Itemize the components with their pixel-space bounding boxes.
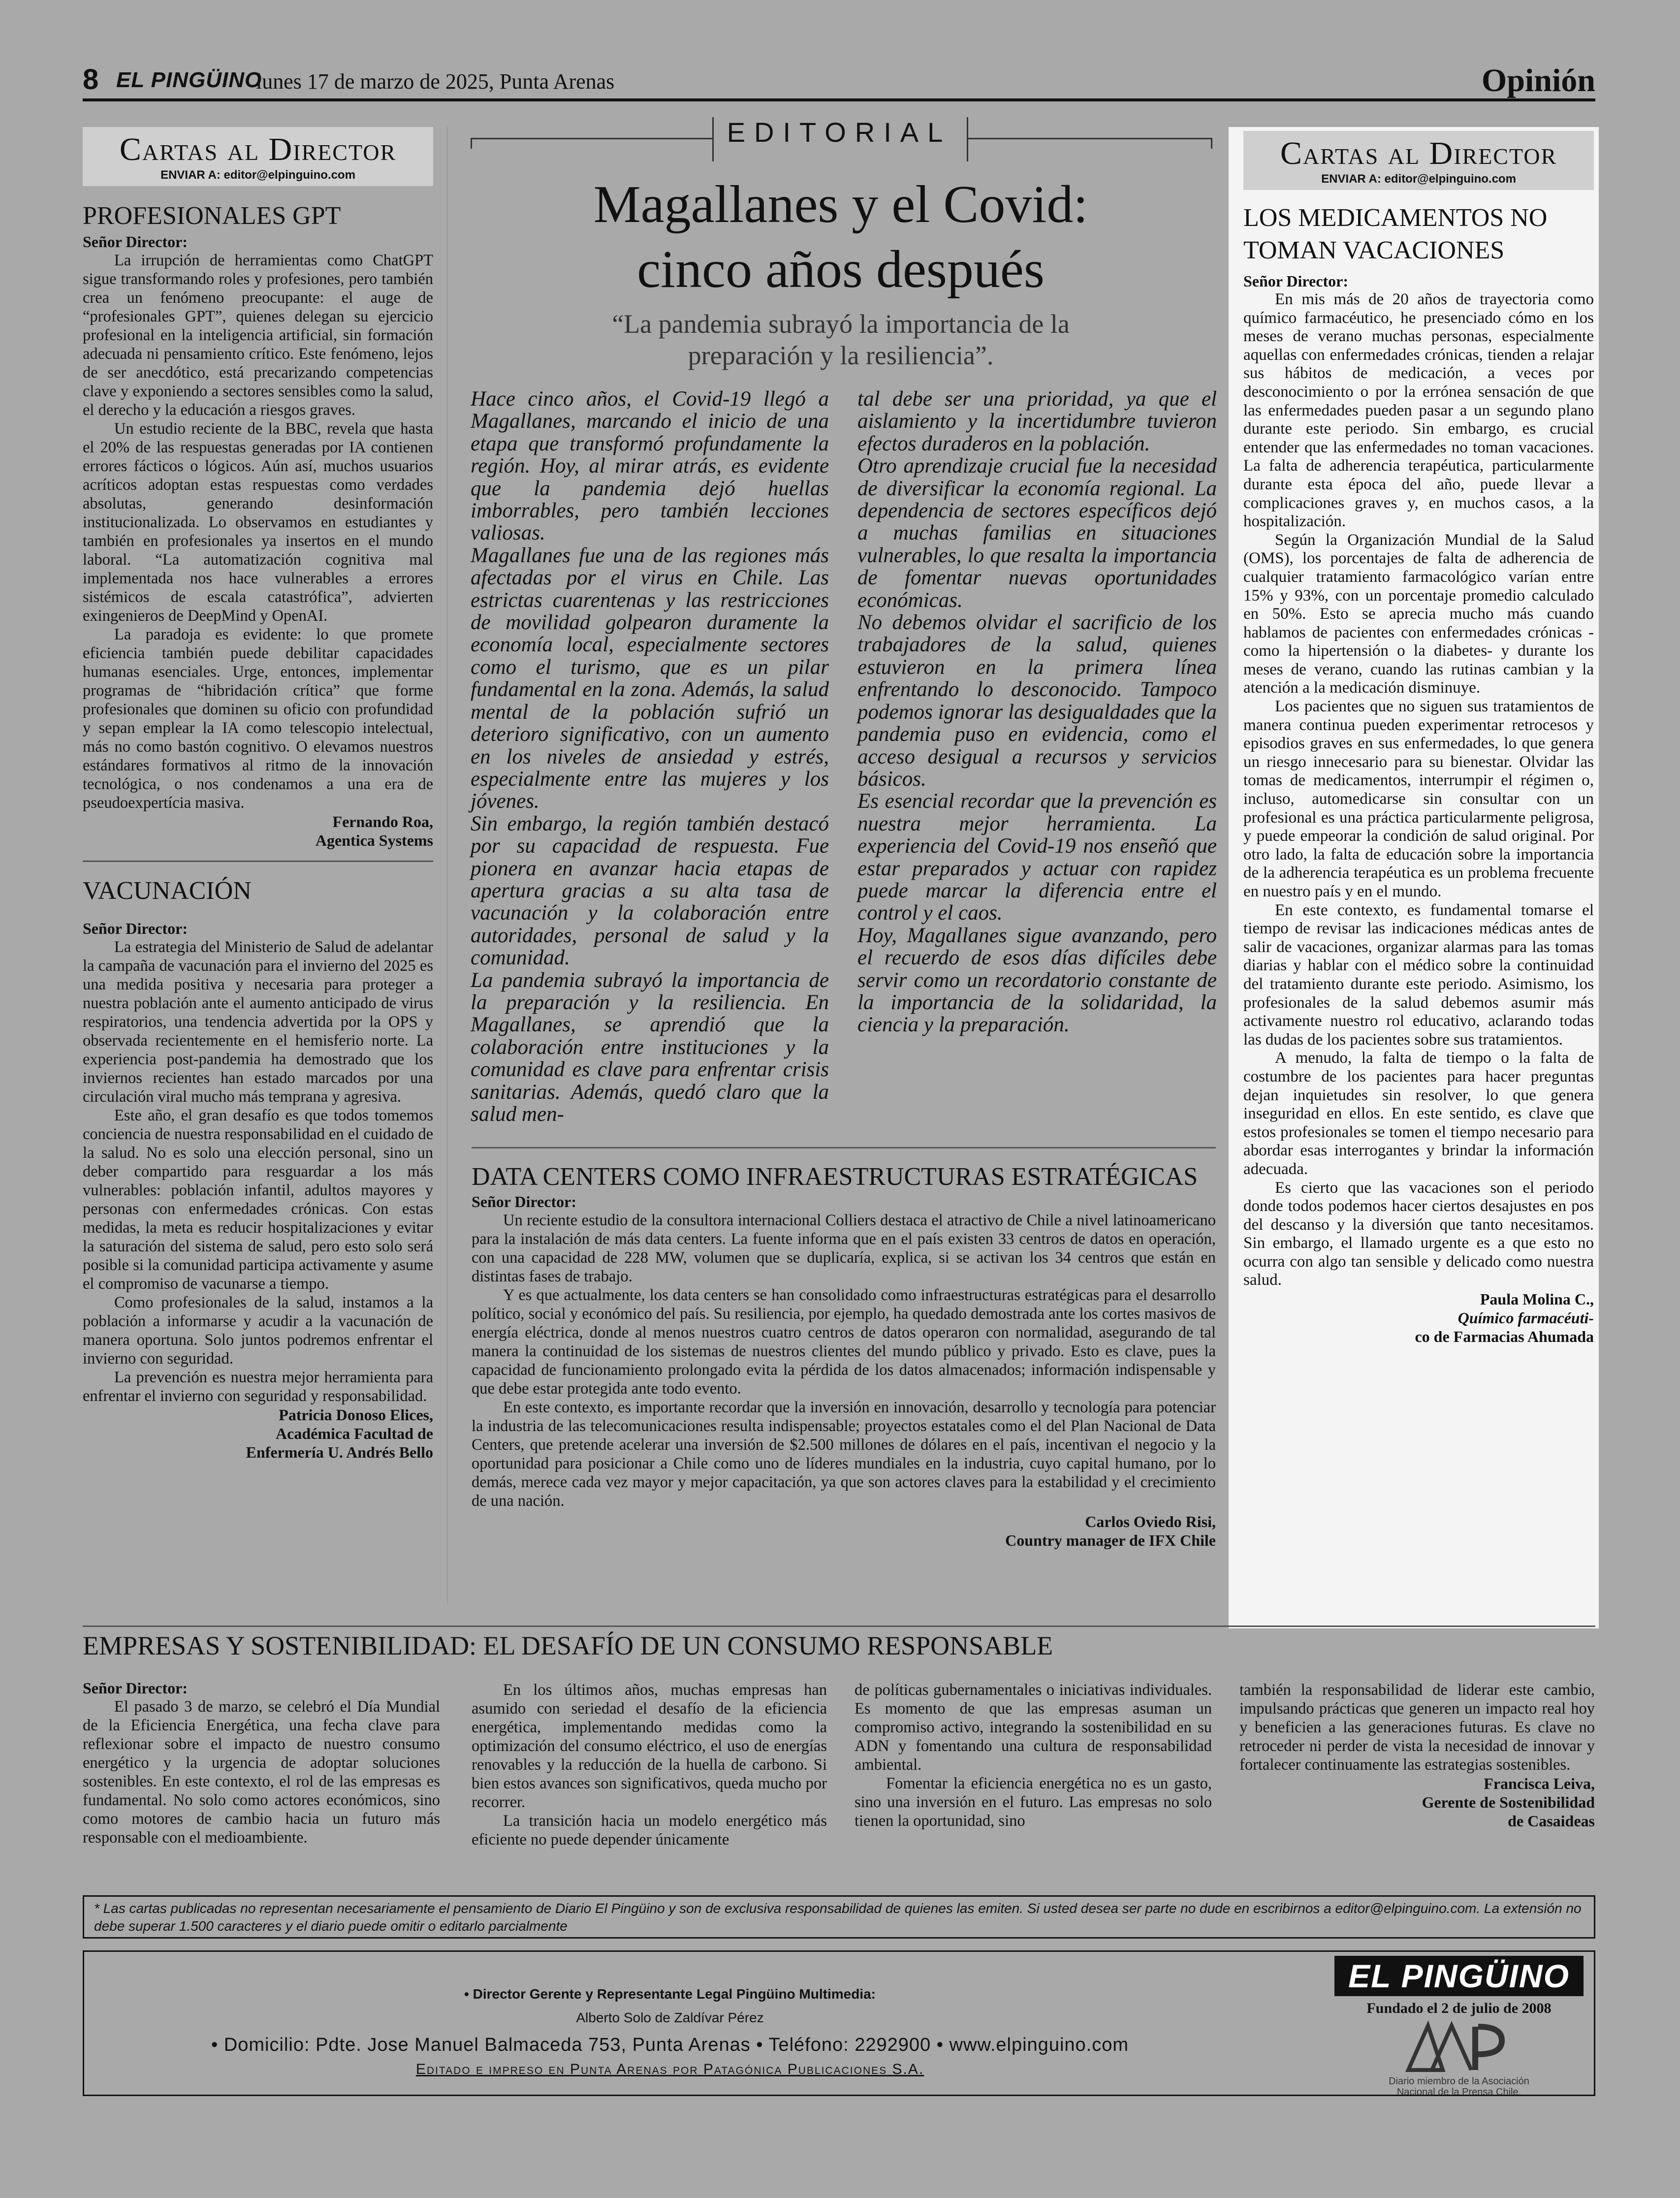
- letter-body: [1243, 290, 1594, 1290]
- paragraph: En este contexto, es fundamental tomarse el tiempo de revisar las indicaciones médicas antes de salir de vacaciones, organizar alarmas para las tomas diarias y hablar con el médico sobre la continuidad del tratamiento durante este periodo. Asimismo, los profesionales de la salud debemos asumir más activamente nuestro rol educativo, aclarando todas las dudas de los pacientes sobre sus tratamientos.: [1243, 901, 1594, 1049]
- title-line: Magallanes y el Covid:: [593, 175, 1088, 234]
- column-rule: [447, 127, 448, 1604]
- paragraph: A menudo, la falta de tiempo o la falta de costumbre de los pacientes para hacer preguntas dejan inquietudes sin resolver, lo que genera inseguridad en ellos. En este sentido, es clave que estos profesionales se tomen el tiempo necesario para abordar esas interrogantes y brindar la información adecuada.: [1243, 1049, 1594, 1178]
- signature-org: Agentica Systems: [315, 831, 433, 849]
- editorial-column-2: [857, 388, 1217, 1036]
- paragraph: tal debe ser una prioridad, ya que el aislamiento y la incertidumbre tuvieron efectos duraderos en la población.: [857, 387, 1217, 455]
- paragraph: Sin embargo, la región también destacó por su capacidad de respuesta. Fue pionera en avanzar hacia etapas de apertura gracias a su alta tasa de vacunación y la colaboración entre autoridades, personal de salud y la comunidad.: [471, 812, 829, 970]
- editorial-line: [472, 138, 714, 139]
- signature-name: Fernando Roa,: [332, 813, 433, 830]
- anp-caption-line: Diario miembro de la Asociación: [1389, 2076, 1529, 2087]
- empresas-column-1: [83, 1679, 440, 1847]
- page-number: 8: [83, 64, 99, 96]
- paragraph: La paradoja es evidente: lo que promete eficiencia también puede debilitar capacidades humanas esenciales. Urge, entonces, implementar programas de “hibridación crítica” que forme profesionales que dominen su oficio con profundidad y sepan emplear la IA como telescopio intelectual, más no como bastón cognitivo. O elevamos nuestros estándares formativos al ritmo de la innovación tecnológica, o nos condenamos a una era de pseudoexpertícia masiva.: [83, 626, 433, 812]
- editorial-title: [472, 172, 1210, 302]
- quote-line: “La pandemia subrayó la importancia de la: [612, 309, 1070, 339]
- paragraph: Un estudio reciente de la BBC, revela que hasta el 20% de las respuestas generadas por IA contienen errores fácticos o lógicos. Aún así, muchos usuarios acríticos adoptan estas respuestas como verdades absolutas, generando desinformación institucionalizada. Lo observamos en estudiantes y también en profesionales ya insertos en el mundo laboral. “La automatización cognitiva mal implementada nos hace vulnerables a errores sistémicos de escala catastrófica”, advierten exingenieros de DeepMind y OpenAI.: [83, 420, 433, 625]
- salutation: Señor Director:: [1243, 272, 1348, 290]
- founded-line: Fundado el 2 de julio de 2008: [1366, 2000, 1552, 2016]
- cartas-email: ENVIAR A: editor@elpinguino.com: [1321, 172, 1516, 186]
- signature-org: Químico farmacéuti-: [1458, 1309, 1594, 1327]
- divider: [83, 1625, 1595, 1627]
- anp-logo: [1334, 2016, 1584, 2075]
- signature-org: Country manager de IFX Chile: [1005, 1531, 1216, 1549]
- empresas-column-3: [855, 1681, 1212, 1830]
- editorial-tick: [471, 138, 472, 149]
- paragraph: Los pacientes que no siguen sus tratamientos de manera continua pueden experimentar retrocesos y episodios graves en sus enfermedades, lo que genera un riesgo innecesario para su bienestar. Olvidar las tomas de medicamentos, interrumpir el régimen o, incluso, automedicarse sin consultar con un profesional es una práctica particularmente peligrosa, y puede empeorar la condición de salud original. Por otro lado, la falta de educación sobre la importancia de la adherencia terapéutica es un problema frecuente en nuestro país y en el mundo.: [1243, 698, 1594, 900]
- footer-brand: EL PINGÜINO: [1334, 1956, 1584, 1996]
- salutation: Señor Director:: [83, 920, 188, 937]
- signature-name: Carlos Oviedo Risi,: [1085, 1513, 1216, 1530]
- letter-body: [83, 938, 433, 1405]
- paragraph: Otro aprendizaje crucial fue la necesidad de diversificar la economía regional. La dependencia de sectores específicos dejó a muchas familias en situaciones vulnerables, lo que resalta la importancia de fomentar nuevas oportunidades económicas.: [857, 454, 1217, 612]
- paragraph: No debemos olvidar el sacrificio de los trabajadores de la salud, quienes estuvieron en la primera línea enfrentando lo desconocido. Tampoco podemos ignorar las desigualdades que la pandemia puso en evidencia, como el acceso desigual a recursos y servicios básicos.: [857, 611, 1217, 791]
- title-line: cinco años después: [637, 240, 1045, 299]
- cartas-title: Cartas al Director: [1280, 135, 1557, 171]
- paragraph: En los últimos años, muchas empresas han asumido con seriedad el desafío de la eficiencia energética, implementando medidas como la optimización del consumo eléctrico, el uso de energías renovables y la reducción de la huella de carbono. Si bien estos avances son significativos, queda mucho por recorrer.: [472, 1681, 827, 1811]
- paragraph: La transición hacia un modelo energético más eficiente no puede depender únicamente: [472, 1812, 827, 1848]
- paragraph: La pandemia subrayó la importancia de la preparación y la resiliencia. En Magallanes, se aprendió que la colaboración entre instituciones y la comunidad es clave para enfrentar crisis sanitarias. Además, quedó claro que la salud men-: [471, 968, 829, 1126]
- paragraph: La irrupción de herramientas como ChatGPT sigue transformando roles y profesiones, pero también crea un fenómeno preocupante: el auge de “profesionales GPT”, quienes delegan su ejercicio profesional en la inteligencia artificial, sin formación adecuada ni pensamiento crítico. Este fenómeno, lejos de ser anecdótico, está precarizando competencias clave y exponiendo a sectores sensibles como la salud, el derecho y la educación a riesgos graves.: [83, 252, 433, 419]
- letter-title: DATA CENTERS COMO INFRAESTRUCTURAS ESTRATÉGICAS: [472, 1163, 1198, 1191]
- anp-logo-icon: [1334, 2016, 1584, 2075]
- paragraph: Fomentar la eficiencia energética no es un gasto, sino una inversión en el futuro. Las empresas no solo tienen la oportunidad, sino: [855, 1775, 1212, 1830]
- signature-org: Enfermería U. Andrés Bello: [246, 1443, 433, 1461]
- datacenters-letter: [472, 1162, 1216, 1550]
- editorial-quote: [472, 308, 1210, 371]
- empresas-column-2: [472, 1681, 827, 1849]
- cartas-box-right: [1243, 131, 1594, 190]
- cartas-box-left: [83, 127, 433, 186]
- brand-logo: EL PINGÜINO: [116, 68, 262, 92]
- letter-title: PROFESIONALES GPT: [83, 202, 341, 230]
- letter-title: [1243, 202, 1594, 267]
- salutation: Señor Director:: [83, 1679, 188, 1697]
- left-column: [83, 127, 433, 1462]
- letter-body: [472, 1211, 1216, 1510]
- masthead-box: [83, 1950, 1595, 2096]
- anp-caption-line: Nacional de la Prensa Chile.: [1396, 2087, 1522, 2098]
- paragraph: Y es que actualmente, los data centers se han consolidado como infraestructuras estratégicas para el desarrollo político, social y económico del país. Su resiliencia, por ejemplo, ha quedado demostrada ante los cortes masivos de energía eléctrica, donde al menos nuestros cuatro centros de datos operaron con normalidad, asegurando de tal manera la continuidad de los sistemas de nuestros clientes del mundo público y privado. Esto es clave, pues la capacidad de funcionamiento prolongado evita la pérdida de los datos almacenados; información indispensable y que debe estar protegida ante todo evento.: [472, 1286, 1216, 1398]
- paragraph: La estrategia del Ministerio de Salud de adelantar la campaña de vacunación para el invierno del 2025 es una medida positiva y necesaria para proteger a nuestra población ante el aumento anticipado de virus respiratorios, una tendencia advertida por la OPS y observada recientemente en el hemisferio norte. La experiencia post-pandemia ha demostrado que los inviernos recientes han estado marcados por una circulación viral mucho más temprana y agresiva.: [83, 938, 433, 1106]
- paragraph: El pasado 3 de marzo, se celebró el Día Mundial de la Eficiencia Energética, una fecha clave para reflexionar sobre el impacto de nuestro consumo energético y la urgencia de adoptar soluciones sostenibles. En este contexto, el rol de las empresas es fundamental. No solo como actores económicos, sino como motores de cambio hacia un futuro más responsable con el medioambiente.: [83, 1698, 440, 1847]
- signature-name: Patricia Donoso Elices,: [279, 1406, 433, 1424]
- signature-org: co de Farmacias Ahumada: [1415, 1328, 1594, 1346]
- editorial-tick: [1211, 138, 1212, 149]
- letter-title: VACUNACIÓN: [83, 877, 252, 905]
- cartas-title: Cartas al Director: [119, 131, 397, 167]
- paragraph: La prevención es nuestra mejor herramienta para enfrentar el invierno con seguridad y responsabilidad.: [83, 1369, 433, 1405]
- cartas-email: ENVIAR A: editor@elpinguino.com: [160, 168, 355, 182]
- letter-title: EMPRESAS Y SOSTENIBILIDAD: EL DESAFÍO DE UN CONSUMO RESPONSABLE: [83, 1631, 1053, 1660]
- signature-org: Gerente de Sostenibilidad: [1422, 1793, 1595, 1811]
- right-column: [1243, 131, 1594, 1346]
- quote-line: preparación y la resiliencia”.: [688, 341, 994, 370]
- printer-line: Editado e impreso en Punta Arenas por Patagónica Publicaciones S.A.: [415, 2061, 924, 2077]
- paragraph: Hoy, Magallanes sigue avanzando, pero el recuerdo de esos días difíciles debe servir como un recordatorio constante de la importancia de la solidaridad, la ciencia y la preparación.: [857, 924, 1217, 1037]
- title-line: LOS MEDICAMENTOS NO: [1243, 204, 1548, 232]
- director-name: Alberto Solo de Zaldívar Pérez: [576, 2010, 764, 2025]
- issue-date: lunes 17 de marzo de 2025, Punta Arenas: [256, 69, 615, 94]
- paragraph: Un reciente estudio de la consultora internacional Colliers destaca el atractivo de Chile a nivel latinoamericano para la instalación de más data centers. La fuente informa que en el país existen 33 centros de datos en operación, con una capacidad de 228 MW, volumen que se duplicaría, explica, si se activan los 34 centros que están en distintas fases de trabajo.: [472, 1211, 1216, 1285]
- paragraph: Como profesionales de la salud, instamos a la población a informarse y acudir a la vacunación de manera oportuna. Solo juntos podremos enfrentar el invierno con seguridad.: [83, 1294, 433, 1368]
- paragraph: En este contexto, es importante recordar que la inversión en innovación, desarrollo y tecnología para potenciar la industria de las telecomunicaciones resulta indispensable; proyectos estatales como el del Plan Nacional de Data Centers, que pretende acelerar una inversión de $2.500 millones de dólares en el país, incentivan el negocio y la oportunidad para posicionar a Chile como uno de líderes mundiales en la industria, cuyo capital humano, por lo demás, merece cada vez mayor y mejor capacitación, ya que son actores claves para la estabilidad y el crecimiento de una nación.: [472, 1399, 1216, 1510]
- divider: [83, 860, 433, 862]
- editorial-tick: [967, 117, 968, 161]
- paragraph: Según la Organización Mundial de la Salud (OMS), los porcentajes de falta de adherencia de cualquier tratamiento farmacológico varían entre 15% y 93%, con un porcentaje promedio calculado en 50%. Esto se aprecia mucho más cuando hablamos de pacientes con enfermedades crónicas -como la hipertensión o la diabetes- y durante los meses de verano, cuando las rutinas cambian y la atención a la medicación disminuye.: [1243, 531, 1594, 697]
- paragraph: también la responsabilidad de liderar este cambio, impulsando prácticas que generen un impacto real hoy y beneficien a las generaciones futuras. Es clave no retroceder ni perder de vista la necesidad de innovar y fortalecer continuamente las estrategias sostenibles.: [1239, 1681, 1595, 1774]
- paragraph: Este año, el gran desafío es que todos tomemos conciencia de nuestra responsabilidad en el cuidado de la salud. No es solo una elección personal, sino un deber compartido para resguardar a los más vulnerables: población infantil, adultos mayores y personas con enfermedades crónicas. Con estas medidas, la meta es reducir hospitalizaciones y evitar la saturación del sistema de salud, pero esto solo será posible si la comunidad participa activamente y asume el compromiso de vacunarse a tiempo.: [83, 1107, 434, 1293]
- paragraph: Es cierto que las vacaciones son el periodo donde todos podemos hacer ciertos desajustes en pos del descanso y la diversión que tanto necesitamos. Sin embargo, el llamado urgente es a que esto no ocurra con algo tan sensible y delicado como nuestra salud.: [1243, 1179, 1594, 1289]
- signature-name: Paula Molina C.,: [1480, 1290, 1594, 1308]
- address-line: • Domicilio: Pdte. Jose Manuel Balmaceda 753, Punta Arenas • Teléfono: 2292900 • www.elpinguino.com: [211, 2035, 1129, 2055]
- letter-body: [83, 251, 433, 812]
- signature-name: Francisca Leiva,: [1484, 1775, 1595, 1792]
- paragraph: de políticas gubernamentales o iniciativas individuales. Es momento de que las empresas asuman un compromiso activo, integrando la sostenibilidad en su ADN y fomentando una cultura de responsabilidad ambiental.: [855, 1681, 1212, 1774]
- disclaimer-note: * Las cartas publicadas no representan necesariamente el pensamiento de Diario El Pingüino y son de exclusiva responsabilidad de quienes las emiten. Si usted desea ser parte no dude en escribirnos a editor@elpinguino.com. La extensión no debe superar 1.500 caracteres y el diario puede omitir o editarlo parcialmente: [83, 1895, 1595, 1939]
- divider: [472, 1147, 1216, 1148]
- editorial-column-1: [471, 388, 829, 1125]
- salutation: Señor Director:: [83, 233, 188, 251]
- empresas-column-4: [1239, 1681, 1595, 1830]
- header-rule: [83, 98, 1595, 101]
- director-label: • Director Gerente y Representante Legal Pingüino Multimedia:: [464, 1986, 876, 2002]
- editorial-line: [968, 138, 1211, 139]
- salutation: Señor Director:: [472, 1193, 576, 1210]
- paragraph: Es esencial recordar que la prevención es nuestra mejor herramienta. La experiencia del Covid-19 nos enseñó que estar preparados y actuar con rapidez puede marcar la diferencia entre el control y el caos.: [857, 790, 1217, 925]
- paragraph: Hace cinco años, el Covid-19 llegó a Magallanes, marcando el inicio de una etapa que transformó profundamente la región. Hoy, al mirar atrás, es evidente que la pandemia dejó huellas imborrables, pero también lecciones valiosas.: [471, 387, 829, 545]
- section-title: Opinión: [1481, 63, 1595, 98]
- paragraph: En mis más de 20 años de trayectoria como químico farmacéutico, he presenciado cómo en los meses de verano muchas personas, especialmente aquellas con enfermedades crónicas, tienden a relajar sus hábitos de medicación, a veces por desconocimiento o por la errónea sensación de que las enfermedades pueden pasar a un segundo plano durante este periodo. Sin embargo, es crucial entender que las enfermedades no toman vacaciones. La falta de adherencia terapéutica, particularmente durante esta época del año, puede llevar a complicaciones graves y, en muchos casos, a la hospitalización.: [1243, 290, 1594, 531]
- title-line: TOMAN VACACIONES: [1243, 236, 1505, 264]
- anp-caption: [1334, 2076, 1584, 2098]
- signature-org: de Casaideas: [1508, 1812, 1595, 1830]
- editorial-label: EDITORIAL: [727, 117, 952, 148]
- signature-org: Académica Facultad de: [276, 1425, 433, 1442]
- paragraph: Magallanes fue una de las regiones más afectadas por el virus en Chile. Las estrictas cuarentenas y las restricciones de movilidad golpearon duramente la economía local, especialmente sectores como el turismo, que es un pilar fundamental en la zona. Además, la salud mental de la población sufrió un deterioro significativo, con un aumento en los niveles de ansiedad y estrés, especialmente entre las mujeres y los jóvenes.: [471, 543, 829, 813]
